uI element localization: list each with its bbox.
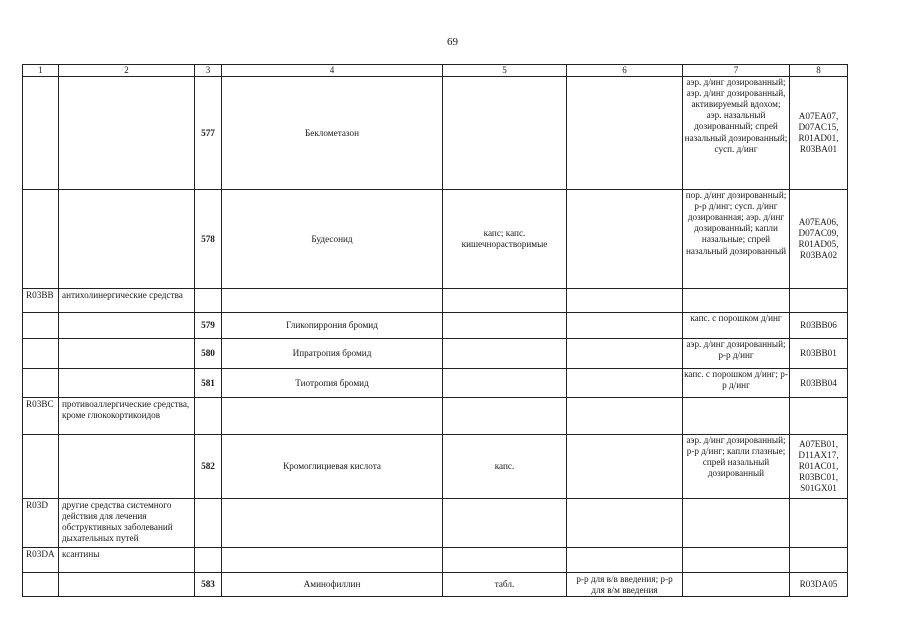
header-cell: 2 [59, 65, 195, 77]
form-cell [443, 339, 567, 369]
item-number-cell: 577 [195, 77, 222, 190]
item-number-cell: 579 [195, 313, 222, 339]
group-name-cell [59, 313, 195, 339]
inhalation-form-cell [683, 548, 790, 573]
inhalation-form-cell: капс. с порошком д/инг [683, 313, 790, 339]
item-number-cell [195, 499, 222, 548]
inhalation-form-cell: пор. д/инг дозированный; р-р д/инг; сусп. д/инг дозированная; аэр. д/инг дозированный; капли назальные; спрей назальный дозированный [683, 190, 790, 289]
atc-code-cell [23, 435, 59, 499]
table-row [23, 573, 848, 597]
header-row [23, 65, 848, 77]
atc-codes-cell: R03DA05 [790, 573, 848, 597]
table-row [23, 339, 848, 369]
group-name-cell [59, 77, 195, 190]
group-row [23, 548, 848, 573]
header-cell: 1 [23, 65, 59, 77]
header-cell: 6 [567, 65, 683, 77]
form-cell: капс; капс. кишечнорастворимые [443, 190, 567, 289]
atc-codes-cell: A07EA06, D07AC09, R01AD05, R03BA02 [790, 190, 848, 289]
atc-code-cell [23, 369, 59, 398]
group-name-cell [59, 369, 195, 398]
atc-codes-cell [790, 548, 848, 573]
form-cell [443, 398, 567, 435]
form-cell [443, 499, 567, 548]
item-number-cell: 581 [195, 369, 222, 398]
form-cell [443, 289, 567, 313]
form-cell: табл. [443, 573, 567, 597]
form-cell [443, 77, 567, 190]
drug-name-cell [222, 548, 443, 573]
drug-name-cell: Беклометазон [222, 77, 443, 190]
drug-name-cell: Аминофиллин [222, 573, 443, 597]
injection-form-cell [567, 313, 683, 339]
inhalation-form-cell: капс. с порошком д/инг; р-р д/инг [683, 369, 790, 398]
table-row [23, 190, 848, 289]
atc-code-cell [23, 573, 59, 597]
atc-code-cell: R03BC [23, 398, 59, 435]
page-number: 69 [447, 36, 458, 48]
drug-name-cell: Тиотропия бромид [222, 369, 443, 398]
header-cell: 3 [195, 65, 222, 77]
group-name-cell: противоаллергические средства, кроме глюкокортикоидов [59, 398, 195, 435]
inhalation-form-cell: аэр. д/инг дозированный; р-р д/инг; капли глазные; спрей назальный дозированный [683, 435, 790, 499]
inhalation-form-cell: аэр. д/инг дозированный; аэр. д/инг дозированный, активируемый вдохом; аэр. назальный дозированный; спрей назальный дозированный; сусп. д/инг [683, 77, 790, 190]
group-name-cell [59, 339, 195, 369]
atc-codes-cell [790, 289, 848, 313]
form-cell: капс. [443, 435, 567, 499]
atc-codes-cell [790, 398, 848, 435]
atc-codes-cell: R03BB01 [790, 339, 848, 369]
table-row [23, 435, 848, 499]
item-number-cell: 582 [195, 435, 222, 499]
injection-form-cell [567, 289, 683, 313]
header-cell: 5 [443, 65, 567, 77]
injection-form-cell [567, 369, 683, 398]
item-number-cell: 580 [195, 339, 222, 369]
table-row [23, 369, 848, 398]
atc-code-cell [23, 190, 59, 289]
item-number-cell: 583 [195, 573, 222, 597]
header-cell: 8 [790, 65, 848, 77]
atc-codes-cell: R03BB04 [790, 369, 848, 398]
group-name-cell: другие средства системного действия для лечения обструктивных заболеваний дыхательных путей [59, 499, 195, 548]
item-number-cell [195, 548, 222, 573]
drug-name-cell: Будесонид [222, 190, 443, 289]
group-row [23, 499, 848, 548]
drug-name-cell: Ипратропия бромид [222, 339, 443, 369]
injection-form-cell [567, 499, 683, 548]
inhalation-form-cell [683, 289, 790, 313]
drug-name-cell [222, 398, 443, 435]
group-row [23, 398, 848, 435]
header-cell: 4 [222, 65, 443, 77]
drug-name-cell: Кромоглициевая кислота [222, 435, 443, 499]
inhalation-form-cell [683, 398, 790, 435]
group-name-cell [59, 190, 195, 289]
group-name-cell [59, 573, 195, 597]
atc-codes-cell [790, 499, 848, 548]
atc-code-cell [23, 77, 59, 190]
item-number-cell [195, 289, 222, 313]
atc-code-cell [23, 339, 59, 369]
item-number-cell [195, 398, 222, 435]
group-row [23, 289, 848, 313]
atc-codes-cell: R03BB06 [790, 313, 848, 339]
table-row [23, 313, 848, 339]
injection-form-cell [567, 190, 683, 289]
injection-form-cell [567, 398, 683, 435]
form-cell [443, 548, 567, 573]
item-number-cell: 578 [195, 190, 222, 289]
atc-code-cell: R03DA [23, 548, 59, 573]
atc-codes-cell: A07EB01, D11AX17, R01AC01, R03BC01, S01GX01 [790, 435, 848, 499]
drug-table [22, 64, 848, 597]
header-cell: 7 [683, 65, 790, 77]
injection-form-cell: р-р для в/в введения; р-р для в/м введения [567, 573, 683, 597]
group-name-cell: антихолинергические средства [59, 289, 195, 313]
group-name-cell: ксантины [59, 548, 195, 573]
form-cell [443, 313, 567, 339]
table-row [23, 77, 848, 190]
drug-name-cell [222, 499, 443, 548]
group-name-cell [59, 435, 195, 499]
inhalation-form-cell [683, 499, 790, 548]
atc-code-cell: R03BB [23, 289, 59, 313]
injection-form-cell [567, 435, 683, 499]
atc-code-cell: R03D [23, 499, 59, 548]
form-cell [443, 369, 567, 398]
atc-codes-cell: A07EA07, D07AC15, R01AD01, R03BA01 [790, 77, 848, 190]
drug-name-cell [222, 289, 443, 313]
drug-name-cell: Гликопиррония бромид [222, 313, 443, 339]
inhalation-form-cell [683, 573, 790, 597]
injection-form-cell [567, 77, 683, 190]
injection-form-cell [567, 339, 683, 369]
atc-code-cell [23, 313, 59, 339]
injection-form-cell [567, 548, 683, 573]
inhalation-form-cell: аэр. д/инг дозированный; р-р д/инг [683, 339, 790, 369]
